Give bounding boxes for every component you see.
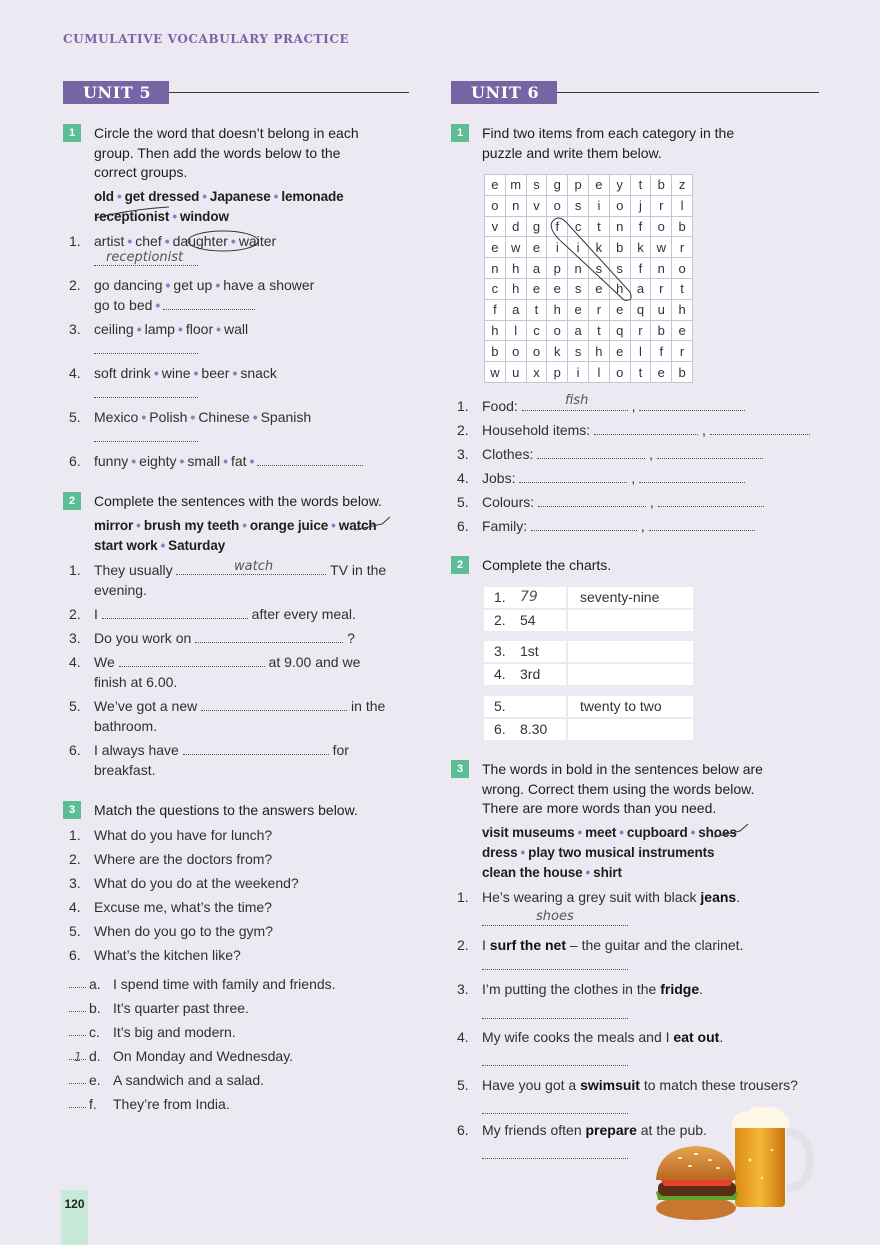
u6-ex2-badge: 2 [451,556,469,574]
grid-letter[interactable]: k [547,341,568,362]
grid-letter[interactable]: w [505,237,526,258]
unit6-heading [451,81,819,104]
u5-ex3-badge: 3 [63,801,81,819]
grid-letter[interactable]: s [568,341,589,362]
grid-letter[interactable]: s [588,258,609,279]
grid-letter[interactable]: b [651,175,672,196]
grid-letter[interactable]: h [485,320,506,341]
answer-line[interactable] [195,630,343,643]
u6-ex3-item-5: 5. Have you got a swimsuit to match these trousers? [457,1075,827,1119]
u6-ex3-item-2: 2. I surf the net – the guitar and the clarinet. [457,935,827,979]
answer-blank[interactable] [69,1023,86,1036]
grid-letter[interactable]: t [588,320,609,341]
grid-letter[interactable]: t [588,216,609,237]
grid-letter[interactable]: a [505,299,526,320]
answer-line[interactable] [649,518,755,531]
grid-letter[interactable]: t [672,278,693,299]
page-number-tab [61,1190,88,1245]
grid-letter[interactable]: h [588,341,609,362]
grid-letter[interactable]: j [630,195,651,216]
answer-line[interactable] [594,422,698,435]
grid-letter[interactable]: e [485,237,506,258]
crossed-word: receptionist [94,209,170,224]
grid-letter[interactable]: o [505,341,526,362]
handwritten-answer: receptionist [106,250,184,265]
u5-ex2-badge: 2 [63,492,81,510]
grid-letter[interactable]: l [505,320,526,341]
answer-line[interactable] [537,446,645,459]
answer-blank[interactable] [69,1071,86,1084]
grid-letter[interactable]: t [630,175,651,196]
grid-letter[interactable]: n [568,258,589,279]
grid-letter[interactable]: w [651,237,672,258]
grid-letter[interactable]: f [547,216,568,237]
answer-line[interactable] [94,429,198,442]
grid-letter[interactable]: r [672,237,693,258]
grid-letter[interactable]: e [609,341,630,362]
grid-row [485,175,693,196]
grid-letter[interactable]: o [547,320,568,341]
answer-line[interactable] [639,470,745,483]
grid-letter[interactable]: e [672,320,693,341]
grid-letter[interactable]: u [505,362,526,383]
answer-line[interactable] [538,494,646,507]
grid-letter[interactable]: b [672,362,693,383]
grid-letter[interactable]: i [568,237,589,258]
answer-line[interactable] [482,1053,628,1066]
grid-letter[interactable]: n [505,195,526,216]
circle-mark [186,229,260,253]
grid-letter[interactable]: b [651,320,672,341]
grid-letter[interactable]: f [630,258,651,279]
grid-letter[interactable]: r [651,195,672,216]
handwritten-answer: 1 [74,1050,82,1064]
grid-letter[interactable]: b [609,237,630,258]
page-number: 120 [64,1197,85,1211]
answer-line[interactable] [639,398,745,411]
grid-letter[interactable]: s [609,258,630,279]
chart-answer-cell[interactable] [568,719,693,740]
answer-line[interactable] [482,957,628,970]
grid-letter[interactable]: e [526,278,547,299]
answer-line[interactable] [531,518,637,531]
grid-letter[interactable]: x [526,362,547,383]
grid-letter[interactable]: s [526,175,547,196]
grid-letter[interactable]: l [588,362,609,383]
burger-and-beer-illustration [650,1100,820,1225]
grid-letter[interactable]: w [485,362,506,383]
grid-letter[interactable]: i [547,237,568,258]
grid-letter[interactable]: s [568,195,589,216]
handwritten-answer: 79 [520,589,538,605]
u6-ex3-item-4: 4. My wife cooks the meals and I eat out. [457,1027,827,1071]
grid-letter[interactable]: e [588,278,609,299]
crossed-word: watch [338,518,377,533]
u6-ex1-badge: 1 [451,124,469,142]
grid-letter[interactable]: e [526,237,547,258]
grid-letter[interactable]: o [526,341,547,362]
grid-letter[interactable]: t [526,299,547,320]
u6-ex3-item-3: 3. I’m putting the clothes in the fridge. [457,979,827,1023]
grid-letter[interactable]: s [568,278,589,299]
grid-letter[interactable]: c [568,216,589,237]
grid-letter[interactable]: e [568,299,589,320]
unit6-label: UNIT 6 [451,81,557,104]
u6-ex1-instruction: Find two items from each category in the puzzle and write them below. [482,125,735,161]
unit5-rule [169,92,409,93]
grid-letter[interactable]: o [609,362,630,383]
grid-letter[interactable]: p [547,258,568,279]
grid-letter[interactable]: v [485,216,506,237]
answer-line[interactable] [119,654,265,667]
chart-answer-cell[interactable] [568,664,693,685]
strike-mark [93,205,173,221]
grid-letter[interactable]: e [485,175,506,196]
grid-letter[interactable]: t [630,362,651,383]
unit6-rule [557,92,819,93]
unit5-label: UNIT 5 [63,81,169,104]
grid-letter[interactable]: r [672,341,693,362]
grid-letter[interactable]: h [672,299,693,320]
u6-ex3-word-box: visit museums • meet • cupboard • shoes dress • play two musical instruments clean the house • shirt [482,825,737,880]
answer-line[interactable] [482,1006,628,1019]
grid-letter[interactable]: m [505,175,526,196]
grid-letter[interactable]: f [651,341,672,362]
u6-ex3-instruction: The words in bold in the sentences below are wrong. Correct them using the words below. There are more words than you need. [482,761,763,816]
grid-letter[interactable]: n [651,258,672,279]
answer-line[interactable] [94,341,198,354]
grid-letter[interactable]: k [630,237,651,258]
grid-letter[interactable]: h [505,258,526,279]
answer-line[interactable] [94,385,198,398]
u5-ex2-item-4: 4. We at 9.00 and we finish at 6.00. [69,654,361,690]
grid-letter[interactable]: o [651,216,672,237]
grid-letter[interactable]: e [547,278,568,299]
grid-letter[interactable]: h [609,278,630,299]
grid-letter[interactable]: n [485,258,506,279]
answer-line[interactable] [482,1101,628,1114]
chart-answer-cell[interactable]: 5. [484,696,566,717]
grid-letter[interactable]: l [672,195,693,216]
answer-line[interactable] [482,1146,628,1159]
grid-letter[interactable]: a [526,258,547,279]
answer-blank[interactable] [69,999,86,1012]
grid-letter[interactable]: o [485,195,506,216]
grid-row [485,341,693,362]
grid-letter[interactable]: r [588,299,609,320]
grid-letter[interactable]: i [588,195,609,216]
answer-line[interactable] [201,698,347,711]
grid-letter[interactable]: o [547,195,568,216]
grid-letter[interactable]: n [609,216,630,237]
grid-letter[interactable]: g [526,216,547,237]
answer-blank[interactable] [69,975,86,988]
grid-letter[interactable]: k [588,237,609,258]
strike-mark [712,823,752,841]
handwritten-answer: watch [234,559,274,574]
grid-letter[interactable]: p [568,175,589,196]
grid-letter[interactable]: c [526,320,547,341]
grid-letter[interactable]: e [588,175,609,196]
handwritten-answer: fish [565,393,589,408]
chart-answer-cell[interactable] [568,610,693,631]
grid-letter[interactable]: q [630,299,651,320]
u5-ex1-instruction: Circle the word that doesn’t belong in each group. Then add the words below to the correct groups. [94,125,359,180]
strike-mark [352,516,394,534]
u6-ex3-badge: 3 [451,760,469,778]
grid-letter[interactable]: a [568,320,589,341]
grid-letter[interactable]: e [651,362,672,383]
grid-letter[interactable]: a [630,278,651,299]
answer-line[interactable] [183,742,329,755]
grid-letter[interactable]: h [505,278,526,299]
u6-ex3-item-6: 6. My friends often prepare at the pub. [457,1120,757,1164]
u5-ex1-badge: 1 [63,124,81,142]
u5-ex2-word-box: mirror • brush my teeth • orange juice • watch start work • Saturday [94,518,377,553]
u5-ex3-instruction: Match the questions to the answers below. [94,802,358,818]
grid-letter[interactable]: d [505,216,526,237]
grid-letter[interactable]: p [547,362,568,383]
grid-letter[interactable]: b [485,341,506,362]
answer-line[interactable] [519,470,627,483]
answer-blank[interactable] [69,1095,86,1108]
page-header: CUMULATIVE VOCABULARY PRACTICE [63,32,350,46]
circled-word: daughter [172,233,228,249]
grid-letter[interactable]: i [568,362,589,383]
crossed-word: shoes [698,825,737,840]
u5-ex1-word-box: old • get dressed • Japanese • lemonade receptionist • window [94,189,344,224]
answer-line[interactable] [657,446,763,459]
grid-letter[interactable]: v [526,195,547,216]
grid-letter[interactable]: f [485,299,506,320]
answer-line[interactable] [102,606,248,619]
grid-letter[interactable]: r [651,278,672,299]
u5-ex2-instruction: Complete the sentences with the words below. [94,493,382,509]
grid-letter[interactable]: y [609,175,630,196]
grid-letter[interactable]: h [547,299,568,320]
u5-ex2-item-1: 1. They usually TV in the evening. [69,562,387,598]
answer-line[interactable] [257,453,363,466]
grid-letter[interactable]: u [651,299,672,320]
puzzle-answer-loop [544,212,636,304]
grid-letter[interactable]: e [609,299,630,320]
grid-row [485,362,693,383]
answer-line[interactable] [710,422,810,435]
grid-letter[interactable]: l [630,341,651,362]
grid-letter[interactable]: f [630,216,651,237]
u6-ex3-item-1: 1. He’s wearing a grey suit with black jeans. [457,887,827,931]
grid-letter[interactable]: c [485,278,506,299]
chart-answer-cell[interactable] [568,641,693,662]
grid-letter[interactable]: g [547,175,568,196]
grid-letter[interactable]: z [672,175,693,196]
grid-letter[interactable]: q [609,320,630,341]
grid-letter[interactable]: r [630,320,651,341]
unit5-heading [63,81,409,104]
u6-ex2-instruction: Complete the charts. [482,557,612,573]
grid-row [485,320,693,341]
answer-line[interactable] [658,494,764,507]
grid-letter[interactable]: b [672,216,693,237]
u5-ex2-item-6: 6. I always have for breakfast. [69,742,349,778]
grid-letter[interactable]: o [672,258,693,279]
answer-line[interactable] [163,297,255,310]
u5-ex2-item-5: 5. We’ve got a new in the bathroom. [69,698,386,734]
grid-letter[interactable]: o [609,195,630,216]
chart-answer-cell[interactable]: seventy-nine [568,587,693,608]
handwritten-answer: shoes [536,909,574,924]
u5-ex1-item-2: 2. go dancing • get up • have a shower go to bed • [69,277,315,313]
